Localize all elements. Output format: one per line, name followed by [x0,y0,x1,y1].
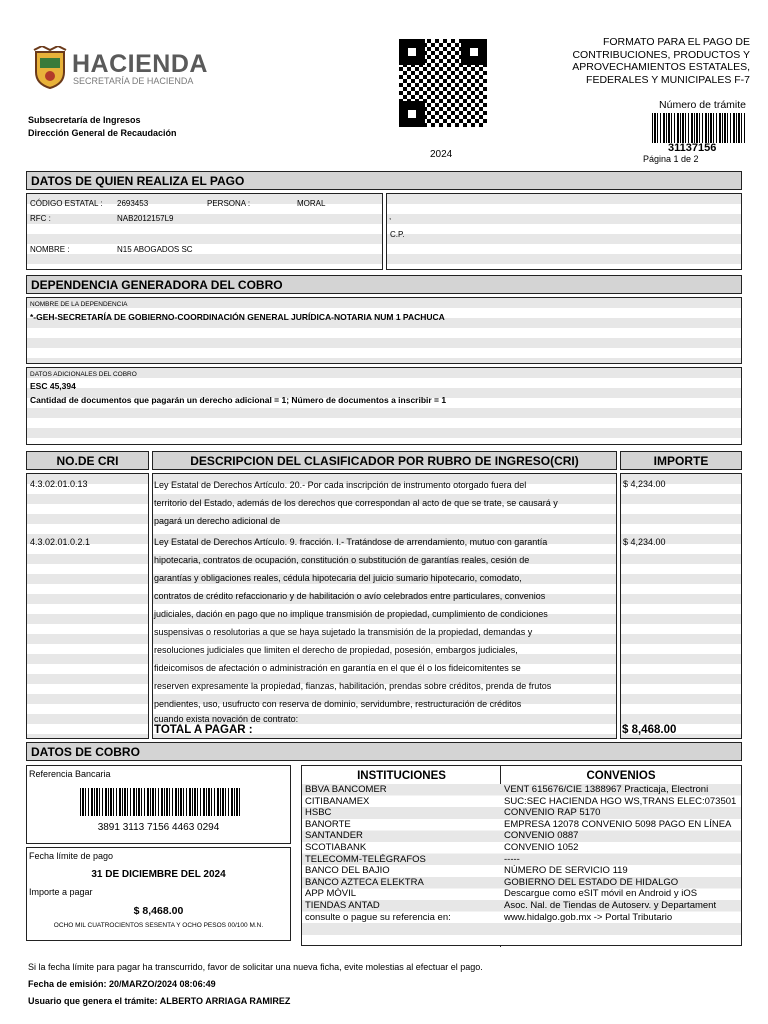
format-line: APROVECHAMIENTOS ESTATALES, [572,61,750,73]
cri-code: 4.3.02.01.0.13 [30,479,88,489]
tramite-number: 31137156 [668,142,717,154]
desc-line: reserven expresamente la propiedad, fianzas, habilitación, prendas sobre créditos, prenda de frutos [154,681,552,691]
convenio-value: Descargue como eSIT móvil en Android y iOS [504,888,698,900]
convenio-value: NÚMERO DE SERVICIO 119 [504,865,628,877]
format-line: FEDERALES Y MUNICIPALES F-7 [586,73,750,86]
desc-column [152,473,617,739]
convenio-value: EMPRESA 12078 CONVENIO 5098 PAGO EN LÍNEA [504,818,732,830]
inst-rows [302,784,741,945]
importe-pagar-value: $ 8,468.00 [133,905,184,917]
convenio-value: ----- [504,853,520,865]
cri-description [154,533,551,726]
cri-code: 4.3.02.01.0.2.1 [30,537,91,547]
importe-value: $ 4,234.00 [623,479,666,489]
codigo-label: CÓDIGO ESTATAL : [30,199,103,208]
adicionales-label: DATOS ADICIONALES DEL COBRO [30,371,137,378]
referencia-barcode [80,788,240,816]
footer-notice: Si la fecha límite para pagar ha transcurrido, favor de solicitar una nueva ficha, evite molestias al efectuar el pago. [28,962,483,972]
format-line: CONTRIBUCIONES, PRODUCTOS Y [572,48,750,61]
codigo-value: 2693453 [117,199,149,208]
persona-label: PERSONA : [207,199,251,208]
year: 2024 [430,149,453,160]
referencia-label: Referencia Bancaria [29,769,111,779]
desc-line: garantías y obligaciones reales, cédula hipotecaria del juicio sumario hipotecario, comodato, [154,573,522,583]
institucion-name: APP MÓVIL [305,888,357,900]
institucion-name: BANCO DEL BAJIO [305,865,390,877]
institucion-name: TELECOMM-TELÉGRAFOS [305,853,426,865]
col-header-desc: DESCRIPCION DEL CLASIFICADOR POR RUBRO DE INGRESO(CRI) [152,451,617,470]
format-line: FORMATO PARA EL PAGO DE [602,36,750,48]
dept-line-1: Subsecretaría de Ingresos [28,115,141,125]
convenio-value: SUC:SEC HACIENDA HGO WS,TRANS ELEC:073501 [504,795,737,807]
cri-description [154,476,558,530]
inst-header: INSTITUCIONES [357,770,446,782]
desc-line: cuando exista novación de contrato: [154,714,299,724]
convenio-value: CONVENIO 1052 [504,842,579,853]
tramite-barcode [652,113,746,143]
nombre-label: NOMBRE : [30,245,70,254]
rfc-value: NAB2012157L9 [117,214,174,223]
importe-letra: OCHO MIL CUATROCIENTOS SESENTA Y OCHO PESOS 00/100 M.N. [53,922,264,929]
desc-line: judiciales, dación en pago que no implique transmisión de propiedad, cumplimiento de condiciones [154,609,548,619]
page-indicator: Página 1 de 2 [643,154,699,164]
referencia-number: 3891 3113 7156 4463 0294 [97,822,220,833]
dependencia-value: *-GEH-SECRETARÍA DE GOBIERNO-COORDINACIÓN GENERAL JURÍDICA-NOTARIA NUM 1 PACHUCA [30,312,445,322]
dependencia-box [26,297,742,364]
institucion-name: SANTANDER [305,830,363,842]
institucion-name: TIENDAS ANTAD [305,900,380,911]
payer-right-box [386,193,742,270]
institucion-name: BANCO AZTECA ELEKTRA [305,876,424,888]
dept-line-2: Dirección General de Recaudación [28,128,177,138]
qr-code [399,39,487,127]
cp-label: C.P. [390,230,405,239]
coat-of-arms-icon [30,46,70,90]
desc-line: Ley Estatal de Derechos Artículo. 9. fracción. I.- Tratándose de arrendamiento, mutuo con garantía [154,537,548,547]
convenio-value: CONVENIO 0887 [504,830,579,842]
adicionales-line-1: ESC 45,394 [30,381,76,391]
rfc-label: RFC : [30,214,51,223]
importe-pagar-label: Importe a pagar [29,887,93,897]
fecha-box [26,847,291,941]
desc-line: contratos de crédito refaccionario y de habilitación o avío celebrados entre particulares, convenios [154,591,546,601]
section-title-payer: DATOS DE QUIEN REALIZA EL PAGO [26,171,742,190]
desc-line: Ley Estatal de Derechos Artículo. 20.- Por cada inscripción de instrumento otorgado fuera del [154,480,527,490]
cri-column [26,473,149,739]
tramite-label: Número de trámite [659,99,746,111]
desc-line: hipotecaria, contratos de ocupación, constitución o substitución de garantías reales, cesión de [154,555,530,565]
institucion-name: CITIBANAMEX [305,795,370,807]
desc-line: fideicomisos de afectación o administración en garantía en el que él o los fideicomitentes se [154,663,521,673]
total-value: $ 8,468.00 [622,724,677,736]
institucion-name: SCOTIABANK [305,842,367,853]
desc-line: suspensivas o resolutorias a que se haya sujetado la transmisión de la propiedad, demandas y [154,627,533,637]
convenio-value: VENT 615676/CIE 1388967 Practicaja, Electroni [504,784,709,795]
fecha-label: Fecha límite de pago [29,851,114,861]
conv-header: CONVENIOS [586,770,656,782]
dependencia-label: NOMBRE DE LA DEPENDENCIA [30,301,128,308]
fecha-value: 31 DE DICIEMBRE DEL 2024 [91,869,226,880]
adicionales-box [26,367,742,445]
hacienda-logo [28,46,208,94]
payer-left-box [26,193,383,270]
institucion-name: BANORTE [305,818,351,830]
convenio-value: CONVENIO RAP 5170 [504,807,601,819]
section-title-dependencia: DEPENDENCIA GENERADORA DEL COBRO [26,275,742,294]
convenio-value: GOBIERNO DEL ESTADO DE HIDALGO [504,876,679,888]
format-title [572,36,750,86]
logo-subtitle: SECRETARÍA DE HACIENDA [73,76,194,86]
desc-line: territorio del Estado, además de los derechos que correspondan al acto de que se trate, se causará y [154,498,558,508]
importe-value: $ 4,234.00 [623,537,666,547]
col-header-cri: NO.DE CRI [26,451,149,470]
desc-line: pagará un derecho adicional de [154,516,281,526]
convenio-value: www.hidalgo.gob.mx -> Portal Tributario [504,911,673,923]
col-header-importe: IMPORTE [620,451,742,470]
fecha-emision: Fecha de emisión: 20/MARZO/2024 08:06:49 [28,979,216,989]
adicionales-line-2: Cantidad de documentos que pagarán un derecho adicional = 1; Número de documentos a inscribir = 1 [30,395,447,405]
instituciones-table [301,765,742,946]
referencia-box [26,765,291,844]
institucion-name: BBVA BANCOMER [305,784,387,795]
usuario-tramite: Usuario que genera el trámite: ALBERTO ARRIAGA RAMIREZ [28,996,291,1006]
section-title-cobro: DATOS DE COBRO [26,742,742,761]
convenio-value: Asoc. Nal. de Tiendas de Autoserv. y Departament [504,900,717,911]
desc-line: resoluciones judiciales que limiten el derecho de propiedad, posesión, embargos judiciales, [154,645,518,655]
total-label: TOTAL A PAGAR : [154,724,253,736]
institucion-name: HSBC [305,807,332,819]
importe-column [620,473,742,739]
institucion-name: consulte o pague su referencia en: [305,911,451,923]
logo-title: HACIENDA [72,50,208,78]
desc-line: pendientes, uso, usufructo con reserva de dominio, servidumbre, restructuración de créditos [154,699,522,709]
persona-value: MORAL [297,199,326,208]
nombre-value: N15 ABOGADOS SC [117,245,193,254]
address-comma: , [389,212,392,221]
